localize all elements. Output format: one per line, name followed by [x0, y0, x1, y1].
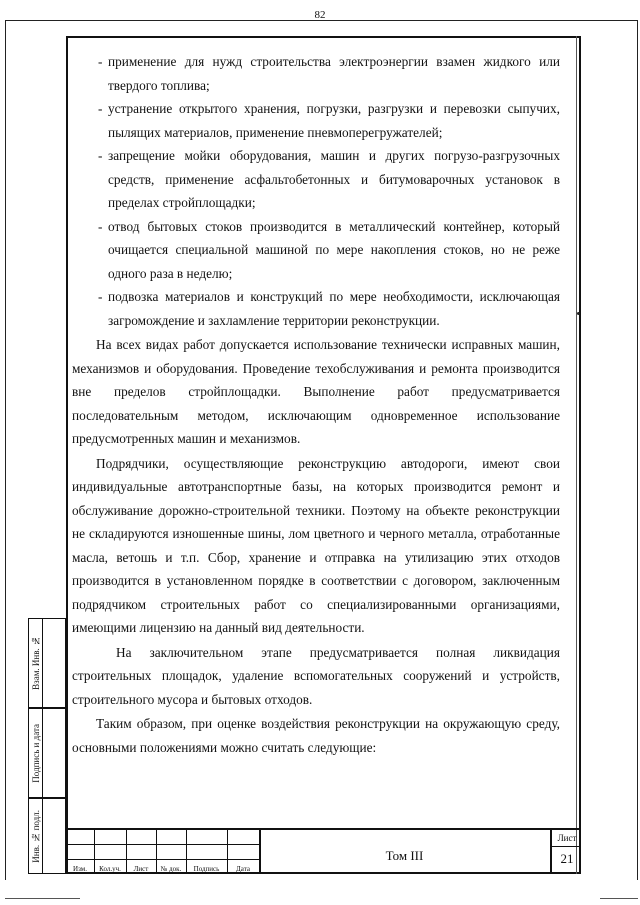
stamp-signature-date-label: Подпись и дата [31, 723, 41, 783]
column-label: Подпись [193, 865, 220, 873]
page-number: 82 [314, 9, 326, 21]
revision-grid [66, 830, 259, 874]
title-block [66, 828, 581, 874]
sheet-label: Лист [557, 833, 577, 843]
paragraph: Таким образом, при оценке воздействия реконструкции на окружающую среду, основными положениями можно считать следующие: [72, 716, 560, 755]
sheet-number: 21 [560, 851, 574, 866]
column-label: Лист [133, 865, 149, 873]
paragraph: На заключительном этапе предусматривается полная ликвидация строительных площадок, удаление вспомогательных сооружений и устройств, строительного мусора и бытовых отходов. [72, 644, 560, 707]
stamp-original-inv-label: Инв. № подл. [31, 809, 41, 863]
frame-inner-line [576, 36, 577, 874]
stamp-replaced-inv-label: Взам. Инв. № [31, 636, 41, 690]
list-item: - применение для нужд строительства электроэнергии взамен жидкого или твердого топлива; [98, 54, 560, 93]
paragraph: Подрядчики, осуществляющие реконструкцию автодороги, имеют свои индивидуальные автотранспортные базы, на которых производится ремонт и обслуживание дорожно-строительной техники. Поэтому на объекте реконструкции не складируются изношенные шины, лом цветного и черного металла, отработанные масла, ветошь и т.п. Сбор, хранение и отправка на утилизацию этих отходов производится в установленном порядке в соответствии с договором, заключенным подрядчиком строительных работ со специализированными организациями, имеющими лицензию на данный вид деятельности. [72, 455, 560, 635]
column-label: Кол.уч. [99, 865, 121, 873]
paragraph: На всех видах работ допускается использование технически исправных машин, механизмов и оборудования. Проведение техобслуживания и ремонта производится вне пределов стройплощадки. Выполнение работ предусматривается последовательным методом, исключающим одновременное использование предусмотренных машин и механизмов. [72, 337, 560, 446]
column-label: Изм. [73, 865, 87, 873]
document-body [72, 50, 560, 759]
stamp-original-inv [28, 798, 66, 874]
volume-label: Том III [385, 848, 424, 863]
bottom-mark [600, 898, 638, 899]
list-item: - устранение открытого хранения, погрузки, разгрузки и перевозки сыпучих, пылящих материалов, применение пневмоперегружателей; [98, 101, 560, 140]
scan-dot [577, 312, 580, 315]
stamp-replaced-inv [28, 618, 66, 708]
stamp-signature-date [28, 708, 66, 798]
bottom-mark [5, 898, 80, 899]
list-item: - запрещение мойки оборудования, машин и других погрузо-разгрузочных средств, применение асфальтобетонных и битумоварочных установок в пределах стройплощадки; [98, 148, 560, 210]
column-label: Дата [236, 865, 250, 873]
list-item: - отвод бытовых стоков производится в металлический контейнер, который очищается специальной машиной по мере накопления стоков, но не реже одного раза в неделю; [98, 218, 560, 281]
column-label: № док. [160, 865, 182, 873]
list-item: - подвозка материалов и конструкций по мере необходимости, исключающая загромождение и захламление территории реконструкции. [98, 289, 560, 328]
